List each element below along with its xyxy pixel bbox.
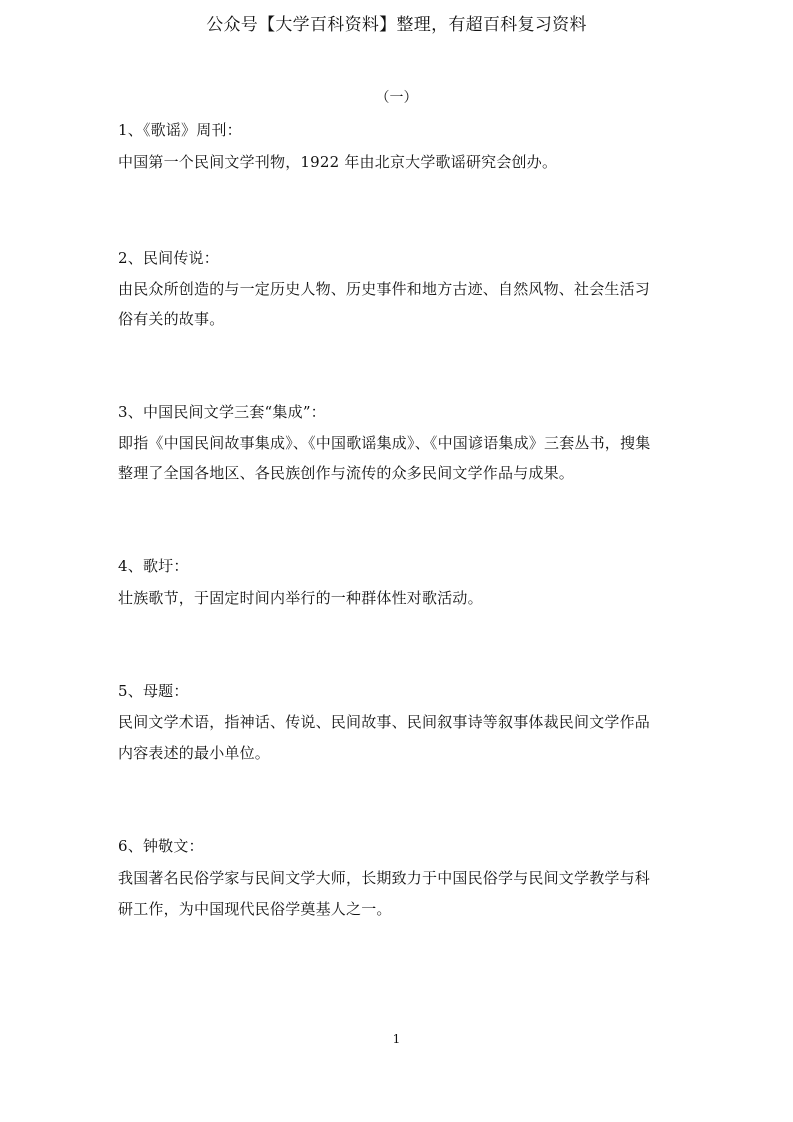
item-title: 3、中国民间文学三套“集成”： bbox=[118, 403, 326, 421]
item-body-line: 民间文学术语，指神话、传说、民间故事、民间叙事诗等叙事体裁民间文学作品 bbox=[118, 713, 651, 731]
item-title: 2、民间传说： bbox=[118, 249, 219, 267]
item-title: 6、钟敬文： bbox=[118, 837, 204, 855]
item-body-line: 整理了全国各地区、各民族创作与流传的众多民间文学作品与成果。 bbox=[118, 464, 575, 482]
item-title: 5、母题： bbox=[118, 682, 189, 700]
page-header: 公众号【大学百科资料】整理，有超百科复习资料 bbox=[206, 15, 587, 35]
item-body-line: 中国第一个民间文学刊物，1922 年由北京大学歌谣研究会创办。 bbox=[118, 153, 558, 171]
item-body-line: 壮族歌节，于固定时间内举行的一种群体性对歌活动。 bbox=[118, 589, 483, 607]
item-body-line: 研工作，为中国现代民俗学奠基人之一。 bbox=[118, 900, 392, 918]
item-body-line: 由民众所创造的与一定历史人物、历史事件和地方古迹、自然风物、社会生活习 bbox=[118, 280, 651, 298]
item-title: 1、《歌谣》周刊： bbox=[118, 121, 242, 139]
item-body-line: 即指《中国民间故事集成》、《中国歌谣集成》、《中国谚语集成》三套丛书，搜集 bbox=[118, 434, 651, 452]
item-body-line: 我国著名民俗学家与民间文学大师，长期致力于中国民俗学与民间文学教学与科 bbox=[118, 869, 651, 887]
page-number: 1 bbox=[392, 1032, 401, 1046]
item-title: 4、歌圩： bbox=[118, 557, 189, 575]
item-body-line: 内容表述的最小单位。 bbox=[118, 744, 271, 762]
section-heading: （一） bbox=[375, 90, 418, 106]
item-body-line: 俗有关的故事。 bbox=[118, 310, 225, 328]
